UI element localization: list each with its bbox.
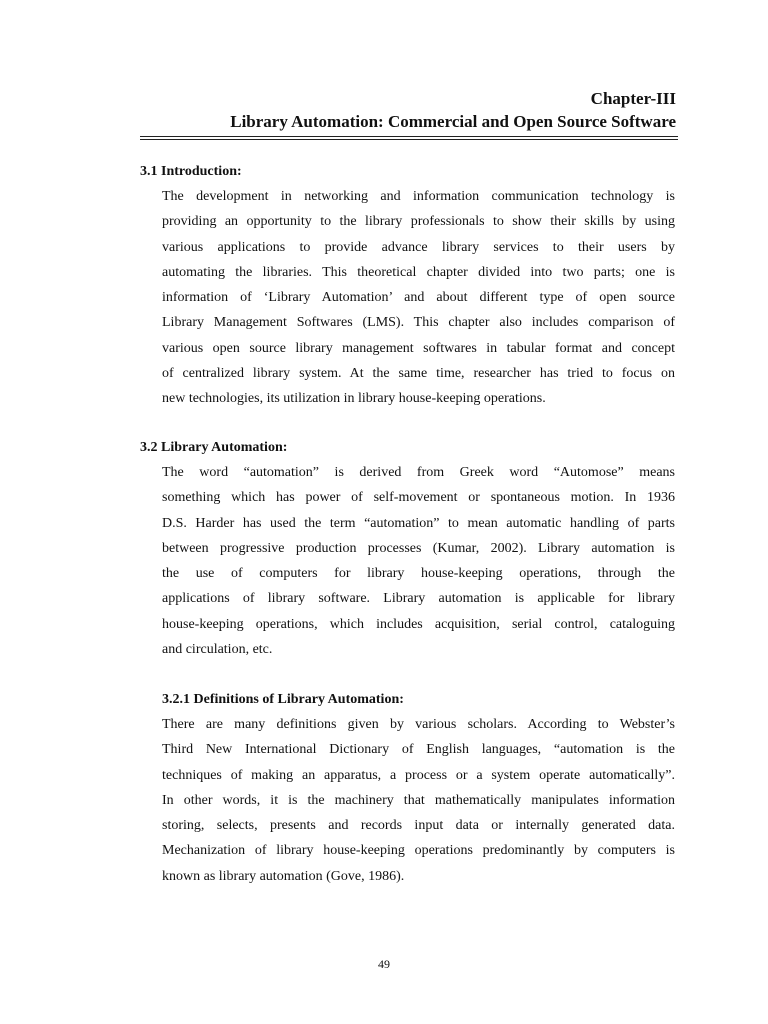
paragraph-line: known as library automation (Gove, 1986). (162, 868, 405, 884)
paragraph-line: of centralized library system. At the same time, researcher has tried to focus on (162, 366, 675, 382)
paragraph-line: Mechanization of library house-keeping operations predominantly by computers is (162, 843, 675, 859)
library-automation-paragraph (162, 460, 675, 662)
introduction-paragraph (162, 184, 675, 412)
paragraph-line: providing an opportunity to the library professionals to show their skills by using (162, 214, 675, 230)
paragraph-line: The development in networking and information communication technology is (162, 189, 675, 204)
paragraph-line: In other words, it is the machinery that mathematically manipulates information (162, 792, 675, 808)
paragraph-line: various applications to provide advance library services to their users by (162, 239, 675, 255)
paragraph-line: techniques of making an apparatus, a process or a system operate automatically”. (162, 767, 675, 783)
paragraph-line: There are many definitions given by various scholars. According to Webster’s (162, 717, 675, 732)
paragraph-line: Library Management Softwares (LMS). This chapter also includes comparison of (162, 315, 675, 331)
paragraph-line: D.S. Harder has used the term “automation” to mean automatic handling of parts (162, 515, 675, 531)
paragraph-line: new technologies, its utilization in library house-keeping operations. (162, 391, 546, 407)
paragraph-line: the use of computers for library house-keeping operations, through the (162, 566, 675, 582)
paragraph-line: various open source library management softwares in tabular format and concept (162, 340, 675, 356)
page-number: 49 (378, 957, 390, 971)
paragraph-line: The word “automation” is derived from Greek word “Automose” means (162, 465, 675, 480)
chapter-header (140, 88, 676, 134)
paragraph-line: information of ‘Library Automation’ and about different type of open source (162, 290, 675, 306)
paragraph-line: and circulation, etc. (162, 642, 273, 658)
section-heading-introduction: 3.1 Introduction: (140, 164, 242, 179)
paragraph-line: applications of library software. Library automation is applicable for library (162, 591, 675, 607)
definitions-paragraph (162, 712, 675, 889)
chapter-title-double-rule (140, 136, 678, 140)
paragraph-line: storing, selects, presents and records input data or internally generated data. (162, 818, 675, 834)
section-heading-definitions: 3.2.1 Definitions of Library Automation: (162, 692, 404, 707)
chapter-label: Chapter-III (590, 89, 676, 108)
paragraph-line: Third New International Dictionary of English languages, “automation is the (162, 742, 675, 758)
paragraph-line: house-keeping operations, which includes acquisition, serial control, cataloguing (162, 616, 675, 632)
section-heading-library-automation: 3.2 Library Automation: (140, 440, 288, 455)
chapter-title: Library Automation: Commercial and Open Source Software (230, 112, 676, 131)
paragraph-line: between progressive production processes (Kumar, 2002). Library automation is (162, 540, 675, 556)
paragraph-line: something which has power of self-movement or spontaneous motion. In 1936 (162, 490, 675, 506)
paragraph-line: automating the libraries. This theoretical chapter divided into two parts; one is (162, 264, 675, 280)
